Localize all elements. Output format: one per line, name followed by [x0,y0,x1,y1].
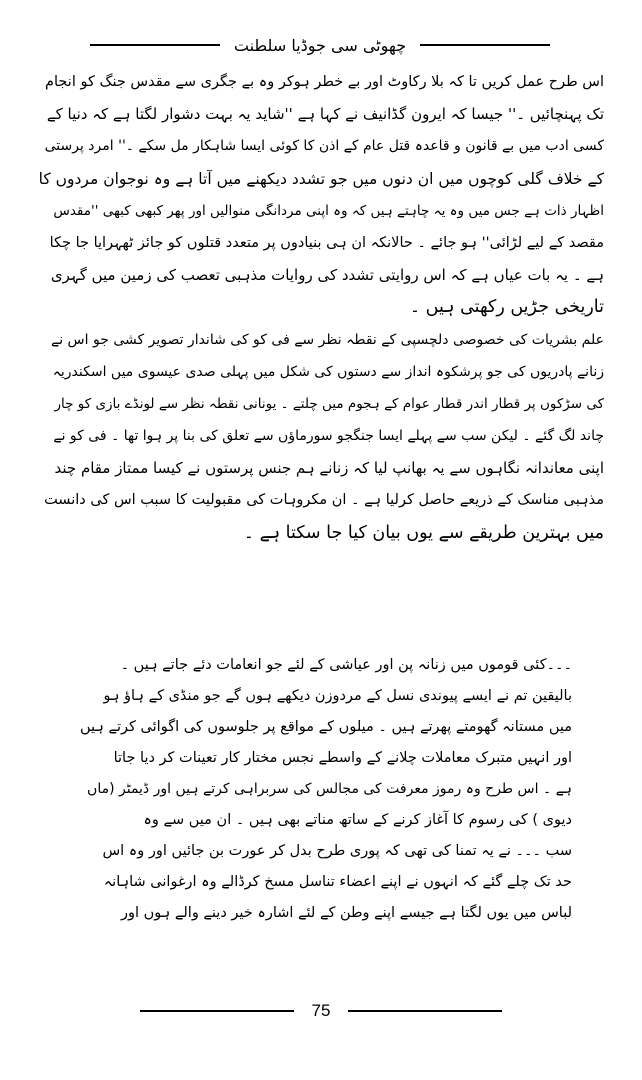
text-line: کے خلاف گلی کوچوں میں ان دنوں میں جو تشدد دیکھنے میں آتا ہے وہ نوجوان مردوں کا [38,169,604,188]
quote-line: حد تک چلے گئے کہ انہوں نے اپنے اعضاء تناسل مسخ کرڈالے وہ ارغوانی شاہانہ [103,874,572,890]
text-line: علم بشریات کی خصوصی دلچسپی کے نقطہ نظر سے فی کو کی شاندار تصویر کشی جو اس نے [51,331,604,348]
text-line: کسی ادب میں بے قانون و قاعدہ قتل عام کے اذن کا کوئی ایسا شاہکار مل سکے ۔'' امرد پرستی [44,138,604,155]
text-line: میں بہترین طریقے سے یوں بیان کیا جا سکتا ہے ۔ [243,522,604,543]
text-line: مذہبی مناسک کے ذریعے حاصل کرلیا ہے ۔ ان مکروہات کی مقبولیت کا سبب اس کی دانست [44,492,604,509]
quote-line: بالیقین تم نے ایسے پیوندی نسل کے مردوزن دیکھے ہوں گے جو منڈی کے ہاؤ ہو [103,688,572,704]
text-line: تک پہنچائیں ۔'' جیسا کہ ایرون گڈانیف نے کہا ہے ''شاید یہ بہت دشوار لگتا ہے کہ دنیا کے [46,105,604,124]
quote-line: سب ۔۔۔ نے یہ تمنا کی تھی کہ پوری طرح بدل کر عورت بن جائیں اور وہ اس [102,843,572,859]
text-line: تاریخی جڑیں رکھتی ہیں ۔ [409,297,604,318]
quote-line: دیوی ) کی رسوم کا آغاز کرنے کے ساتھ مناتے بھی ہیں ۔ ان میں سے وہ [143,812,572,828]
text-line: اپنی معاندانہ نگاہوں سے یہ بھانپ لیا کہ زنانے ہم جنس پرستوں نے کیسا ممتاز مقام چند [54,459,604,478]
text-line: اظہار ذات ہے جس میں وہ یہ چاہتے ہیں کہ وہ اپنی مردانگی منوالیں اور پھر کبھی کبھی ''مقدس [53,202,604,219]
text-line: چاند لگ گئے ۔ لیکن سب سے پہلے ایسا جنگجو سورماؤں سے تعلق کی بنا پر ہوا تھا ۔ فی کو نے [53,428,604,445]
page-number: 75 [311,1001,331,1020]
text-line: ہے ۔ یہ بات عیاں ہے کہ اس روایتی تشدد کی روایات مذہبی تعصب کی زمین میں گہری [50,266,604,285]
footer-rule-left [140,1010,294,1012]
text-line: مقصد کے لیے لڑائی'' ہو جائے ۔ حالانکہ ان ہی بنیادوں پر متعدد قتلوں کو جائز ٹھہرایا جا چکا [49,234,604,251]
running-title: چھوٹی سی جوڈیا سلطنت [233,35,407,55]
quote-line: ۔۔۔کئی قوموں میں زنانہ پن اور عیاشی کے لئے جو انعامات دئے جاتے ہیں ۔ [120,657,572,673]
page-footer [140,996,502,1026]
quote-line: ہے ۔ اس طرح وہ رموز معرفت کی مجالس کی سربراہی کرتے ہیں اور ڈیمٹر (ماں [87,781,572,797]
block-quote [74,650,572,929]
header-rule-left [90,44,220,46]
main-text [38,66,604,549]
quote-line: میں مستانہ گھومتے پھرتے ہیں ۔ میلوں کے مواقع پر جلوسوں کی اگوائی کرتے ہیں [79,719,572,735]
footer-rule-right [348,1010,502,1012]
text-line: کی سڑکوں پر قطار اندر قطار عوام کے ہجوم میں چلتے ۔ یونانی نقطہ نظر سے لونڈے بازی کو چار [54,395,604,412]
text-line: زنانے پادریوں کی جو پرشکوہ انداز سے دستوں کی شکل میں پہلی صدی عیسوی میں اسکندریہ [52,363,604,380]
running-header [90,28,550,62]
header-rule-right [420,44,550,46]
text-line: اس طرح عمل کریں تا کہ بلا رکاوٹ اور بے خطر ہوکر وہ بے جگری سے مقدس جنگ کو انجام [45,74,604,90]
quote-line: اور انہیں متبرک معاملات چلانے کے واسطے نجس مختار کار تعینات کر دیا جاتا [113,750,572,766]
quote-line: لباس میں یوں لگتا ہے جیسے اپنے وطن کے لئے اشارہ خیر دینے والے ہوں اور [120,905,572,921]
